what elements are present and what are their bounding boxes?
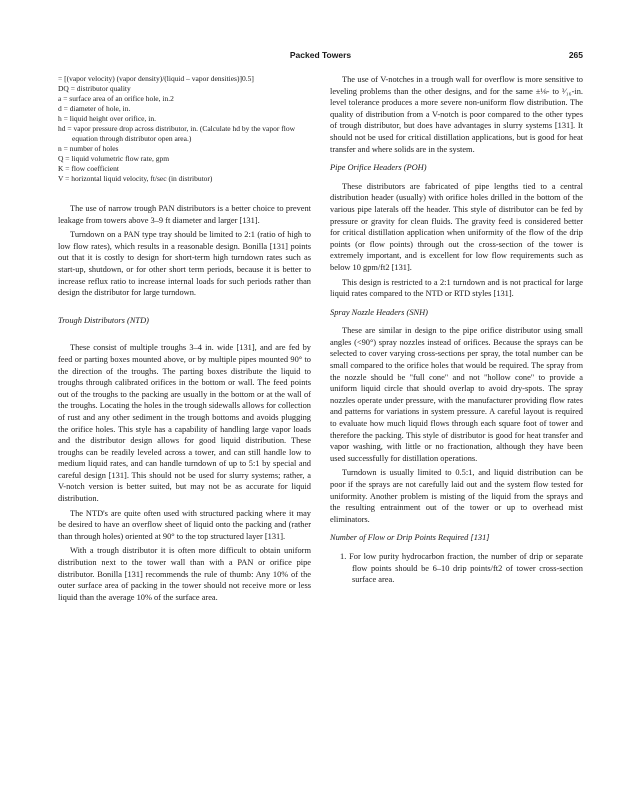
- section-heading: Spray Nozzle Headers (SNH): [330, 307, 428, 317]
- left-column: [58, 74, 311, 603]
- section-heading: Trough Distributors (NTD): [58, 315, 149, 325]
- paragraph: The NTD's are quite often used with structured packing where it may be desired to have an overflow sheet of liquid onto the packing and (rather than through holes) oriented at 90° to the top structured layer [131].: [58, 508, 311, 541]
- definition-item: V = horizontal liquid velocity, ft/sec (in distributor): [58, 174, 213, 183]
- numbered-list: [330, 551, 583, 586]
- paragraph: The use of narrow trough PAN distributors is a better choice to prevent leakage from towers above 3–9 ft diameter and larger [131].: [58, 204, 311, 225]
- definition-item: Q = liquid volumetric flow rate, gpm: [58, 154, 170, 163]
- definition-item: DQ = distributor quality: [58, 84, 131, 93]
- definition-item: hd = vapor pressure drop across distributor, in. (Calculate hd by the vapor flow equation through distributor open area.): [58, 124, 295, 143]
- page-header: [58, 50, 583, 64]
- section-heading: Pipe Orifice Headers (POH): [330, 163, 427, 173]
- definition-item: d = diameter of hole, in.: [58, 104, 131, 113]
- paragraph: This design is restricted to a 2:1 turndown and is not practical for large liquid rates compared to the NTD or RTD styles [131].: [330, 277, 583, 299]
- paragraph: Turndown on a PAN type tray should be limited to 2:1 (ratio of high to low flow rates), which results in a reasonable design. Bonilla [131] points out that it is costly to design for short-term high turndown rates such as start-up, shutdown, or for other short term periods, because it is better to increase reflux ratio to increase internal loads for such periods rather than design the distributor for large turndown.: [58, 230, 311, 298]
- definition-item: a = surface area of an orifice hole, in.2: [58, 94, 174, 103]
- definition-item: K = flow coefficient: [58, 164, 119, 173]
- running-title: Packed Towers: [289, 50, 352, 60]
- definition-item: h = liquid height over orifice, in.: [58, 114, 156, 123]
- list-item: 1. For low purity hydrocarbon fraction, the number of drip or separate flow points should be 6–10 drip points/ft2 of tower cross-section surface area.: [340, 551, 583, 585]
- definition-item: n = number of holes: [58, 144, 119, 153]
- paragraph: With a trough distributor it is often more difficult to obtain uniform distribution next to the tower wall than with a PAN or orifice pipe distributor. Bonilla [131] recommends the rule of thumb: Any 10% of the outer surface area of packing in the tower should not receive more or less liquid than the average 10% of the surface area.: [58, 546, 311, 602]
- paragraph: These are similar in design to the pipe orifice distributor using small angles (<90°) spray nozzles instead of orifices. Because the sprays can be selected to cover varying cross-sections per spray, the total number can be small compared to the orifice holes that would be required. The spray from the nozzle should be "full cone" and not "hollow cone" to provide a uniform liquid circle that should overlap to avoid dry-spots. The spray nozzles operate under pressure, with the manufacturer providing flow rates and patterns for variations in system pressure. A careful layout is required to evaluate how much liquid flows through each square foot of tower and therefore the packing. This style of distributor is good for heat transfer and vapor washing, with little or no fractionation, although they have been used successfully for distillation operations.: [330, 326, 583, 463]
- section-heading: Number of Flow or Drip Points Required [131]: [330, 533, 490, 543]
- paragraph: These consist of multiple troughs 3–4 in. wide [131], and are fed by feed or parting boxes mounted above, or by multiple pipes mounted 90° to the direction of the troughs. The parting boxes distribute the liquid to troughs through calibrated orifices in the bottom or wall. The feed points out of the troughs to the packing are usually in the bottom or at the wall of the troughs. Locating the holes in the trough sidewalls allows for collection of rust and any other sediment in the trough bottoms and avoids plugging the orifice holes. This style has a capability of handling large vapor loads and the distributor design allows for good liquid distribution. These troughs can be readily leveled across a tower, and can still handle low to medium liquid rates, and can handle turndown of up to 5:1 by special and careful design [131]. This should not be used for slurry systems; rather, a V-notch version is better suited, but may not be as accurate for liquid distribution.: [58, 343, 311, 504]
- paragraph: These distributors are fabricated of pipe lengths tied to a central distribution header (usually) with orifice holes drilled in the bottom of the various pipe laterals off the header. This style of distributor can be fed by pressure or gravity for clean fluids. The gravity feed is considered better for critical distillation application when uniformity of the flow of the drip points (or flow points) through out the cross-section of the tower is extremely important, and is excellent for low flow requirements such as below 10 gpm/ft2 [131].: [330, 181, 583, 272]
- definition-item: = [(vapor velocity) (vapor density)/(liquid – vapor densities)]0.5]: [58, 74, 254, 83]
- nomenclature-list: [58, 74, 311, 184]
- paragraph: Turndown is usually limited to 0.5:1, and liquid distribution can be poor if the sprays are not carefully laid out and the system flow tested for uniformity. Another problem is misting of the liquid from the sprays and the resulting entrainment out of the tower or up to overhead mist eliminators.: [330, 468, 583, 524]
- paragraph: The use of V-notches in a trough wall for overflow is more sensitive to leveling problems than the other designs, and for the same ±⅛- to ³⁄₁₆-in. level tolerance produces a more severe non-uniform flow distribution. The quality of distribution from a V-notch is poor compared to the other types of trough distributor, but does have advantages in slurry systems [131]. It should not be used for critical distillation applications, but is good for heat transfer and where solids are in the system.: [330, 75, 583, 154]
- right-column: [330, 74, 583, 586]
- page-number: 265: [568, 50, 583, 60]
